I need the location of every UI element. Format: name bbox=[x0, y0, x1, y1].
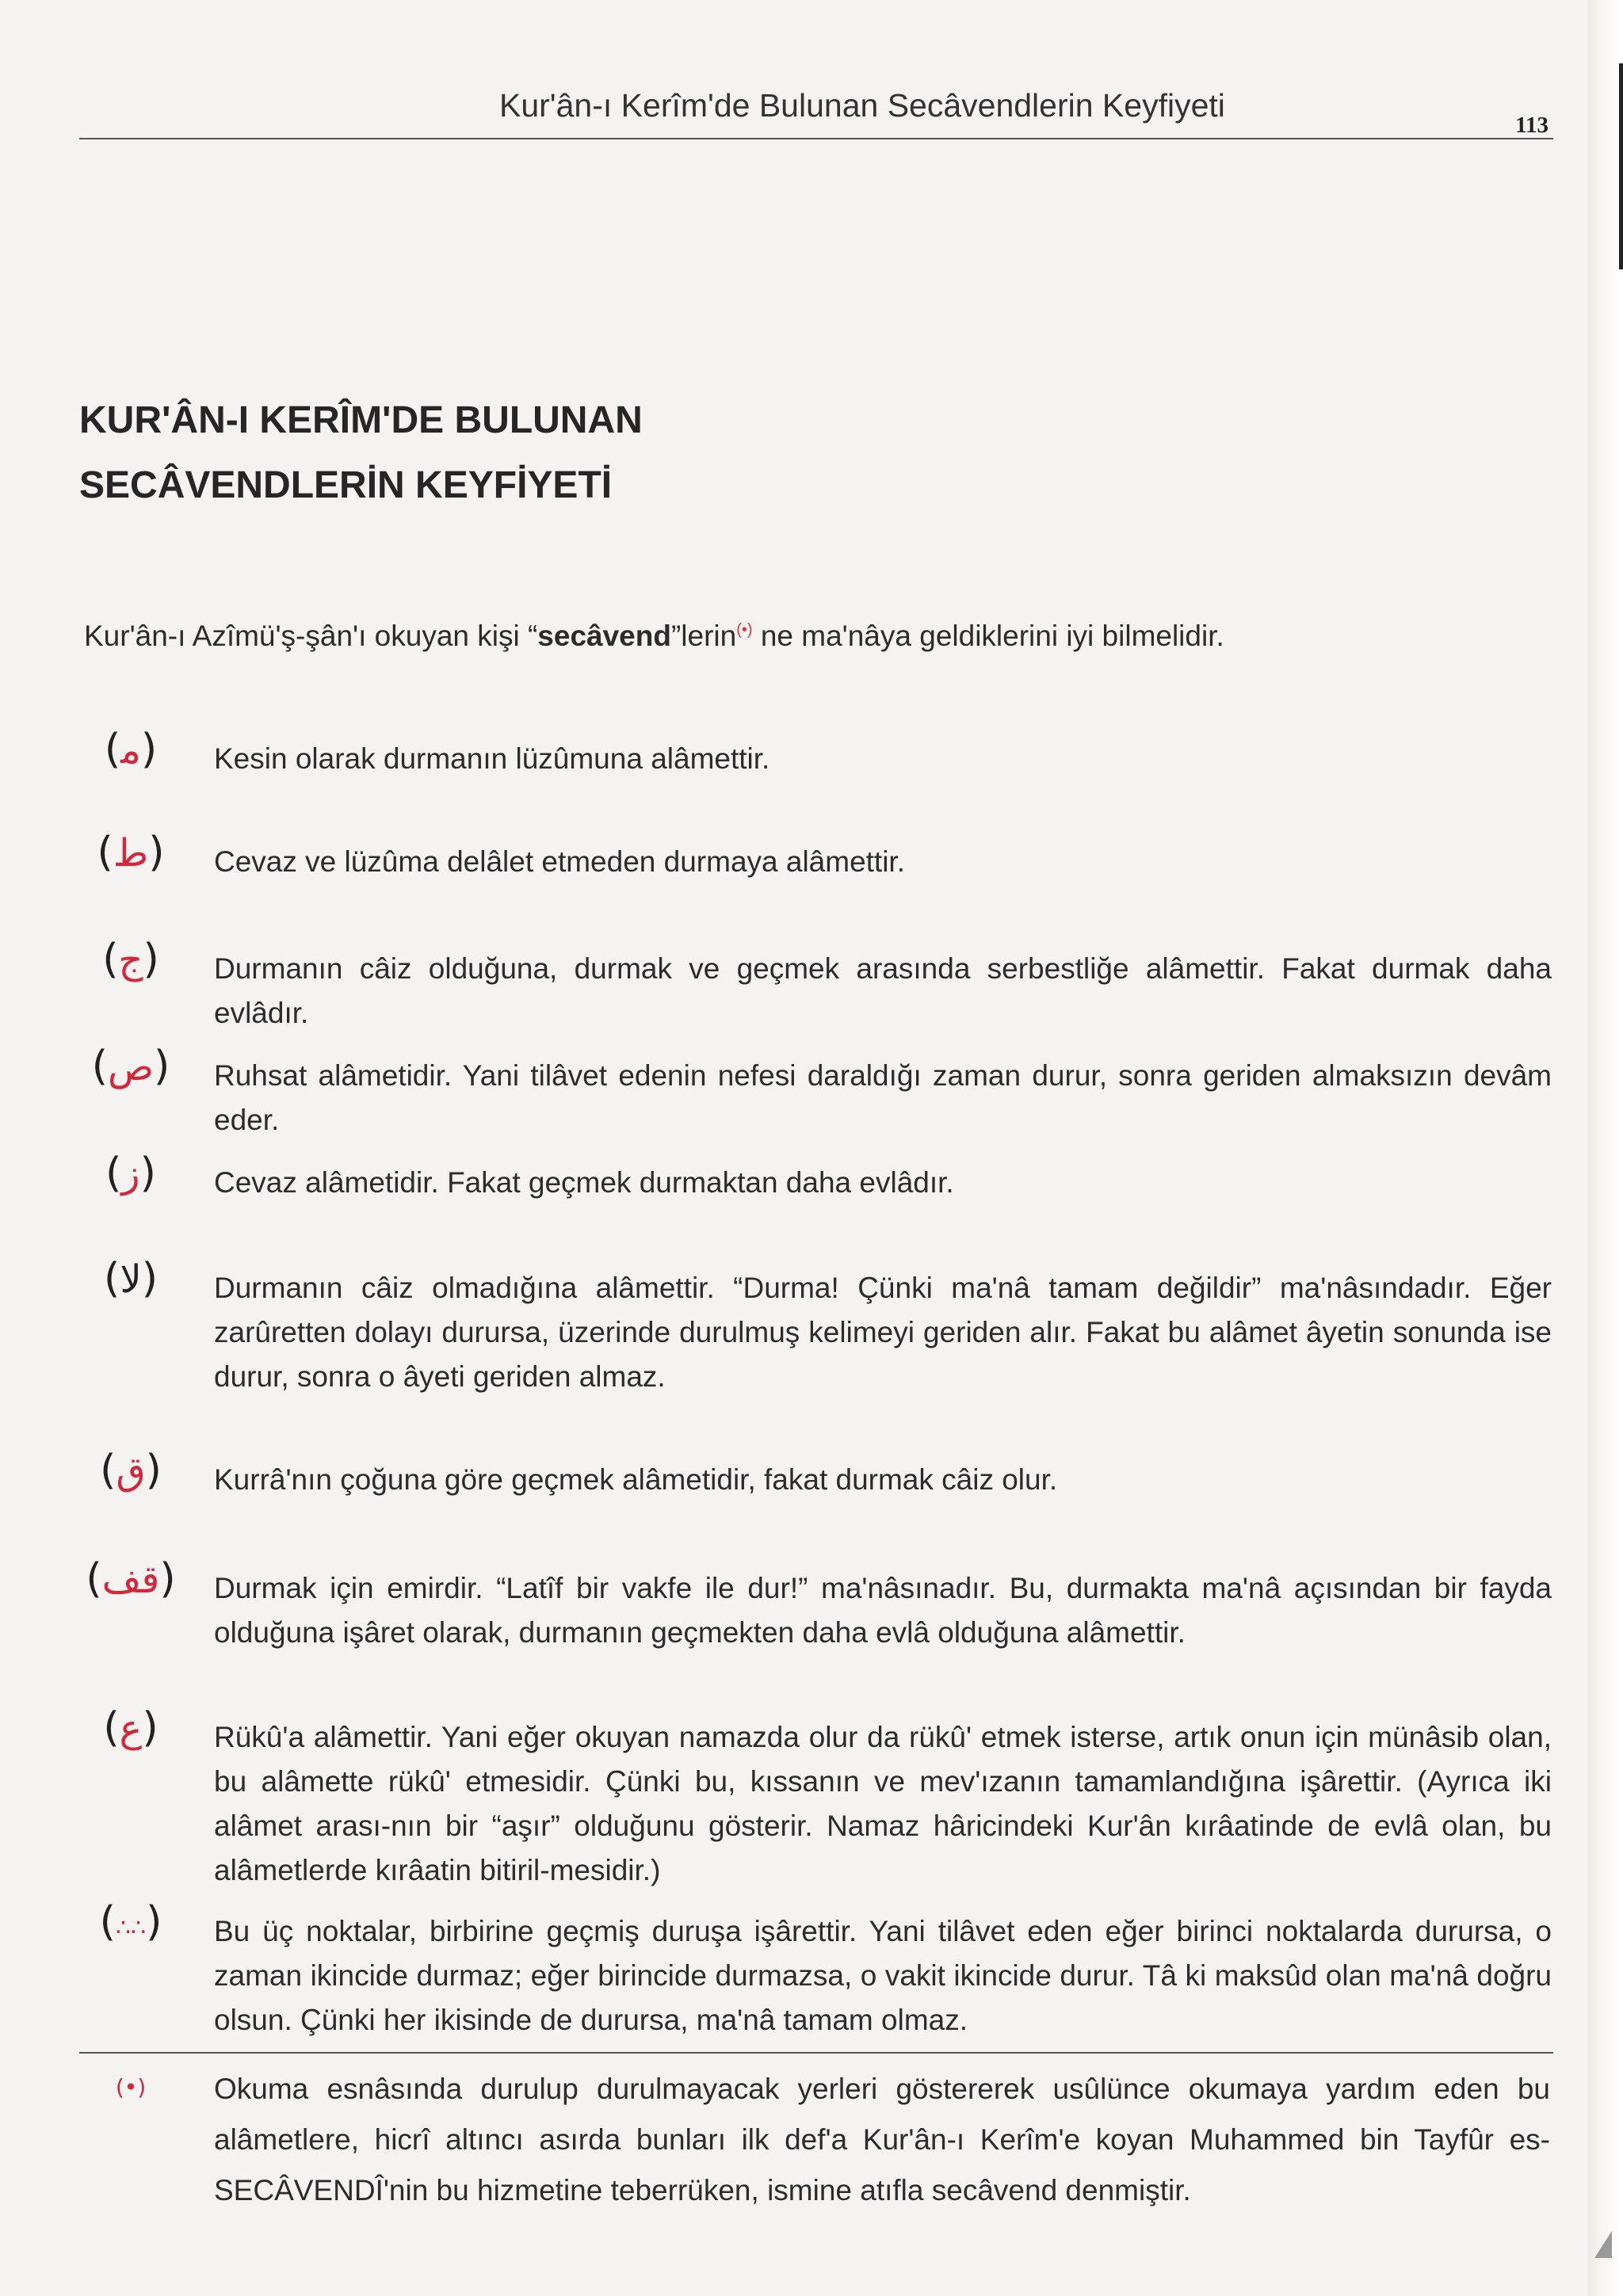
ze-sign: ز bbox=[121, 1152, 140, 1196]
intro-text-after: ne ma'nâya geldiklerini iyi bilmelidir. bbox=[752, 620, 1224, 652]
intro-bold-term: secâvend bbox=[537, 620, 671, 652]
ayn-sign: ع bbox=[119, 1707, 143, 1751]
sign-description: Cevaz ve lüzûma delâlet etmeden durmaya alâmettir. bbox=[214, 845, 905, 878]
sign-glyph: (لا) bbox=[104, 1255, 158, 1302]
sign-description: Ruhsat alâmetidir. Yani tilâvet edenin nefesi daraldığı zaman durur, sonra geriden almaksızın devâm eder. bbox=[214, 1059, 1552, 1136]
three-dots-sign: ∴∴ bbox=[115, 1914, 147, 1942]
header-rule bbox=[79, 138, 1553, 139]
sign-glyph: (ﻣ) bbox=[104, 726, 158, 773]
footnote-text: Okuma esnâsında durulup durulmayacak yerleri göstererek usûlünce okumaya yardım eden bu alâmetlere, hicrî altıncı asırda bunları ilk def'a Kur'ân-ı Kerîm'e koyan Muhammed bin Tayfûr es-SECÂVENDÎ'nin bu hizmetine teberrüken, ismine atıfla secâvend denmiştir. bbox=[214, 2073, 1550, 2206]
sad-sign: ص bbox=[107, 1045, 155, 1089]
page-edge-shadow bbox=[1588, 0, 1623, 2296]
sign-glyph: (ز) bbox=[105, 1150, 156, 1197]
page-edge-mark bbox=[1619, 63, 1623, 269]
sign-description: Cevaz alâmetidir. Fakat geçmek durmaktan daha evlâdır. bbox=[214, 1166, 954, 1199]
intro-footnote-marker: (•) bbox=[736, 621, 753, 639]
sign-glyph: (ج) bbox=[102, 936, 159, 983]
sign-description: Durmanın câiz olmadığına alâmettir. “Durma! Çünki ma'nâ tamam değildir” ma'nâsındadır. Eğer zarûretten dolayı durursa, üzerinde durulmuş kelimeyi geriden alır. Fakat bu alâmet âyetin sonunda ise durur, sonra o âyeti geriden almaz. bbox=[214, 1272, 1552, 1393]
sign-description: Durmanın câiz olduğuna, durmak ve geçmek arasında serbestliğe alâmettir. Fakat durmak daha evlâdır. bbox=[214, 952, 1552, 1029]
chapter-title-line-2: SECÂVENDLERİN KEYFİYETİ bbox=[79, 464, 613, 506]
footnote-rule bbox=[79, 2052, 1553, 2054]
footnote-marker: (•) bbox=[115, 2074, 147, 2100]
qaf-sign: ق bbox=[116, 1449, 146, 1493]
sign-glyph: (ط) bbox=[97, 829, 165, 876]
chapter-title bbox=[79, 388, 1030, 518]
intro-text-before: Kur'ân-ı Azîmü'ş-şân'ı okuyan kişi “ bbox=[84, 620, 538, 652]
page-corner-mark bbox=[1594, 2231, 1612, 2258]
qif-sign: قف bbox=[101, 1558, 160, 1602]
sign-glyph: (ق) bbox=[100, 1447, 162, 1494]
sign-glyph: (قف) bbox=[86, 1555, 176, 1603]
sign-description: Kesin olarak durmanın lüzûmuna alâmettir. bbox=[214, 742, 770, 775]
jim-sign: ج bbox=[118, 938, 143, 982]
sign-description: Bu üç noktalar, birbirine geçmiş duruşa işârettir. Yani tilâvet eden eğer birinci noktalarda durursa, o zaman ikincide durmaz; eğer birincide durmazsa, o vakit ikincide durur. Tâ ki maksûd olan ma'nâ doğru olsun. Çünki her ikisinde de durursa, ma'nâ tamam olmaz. bbox=[214, 1915, 1552, 2036]
intro-text-after-bold: ”lerin bbox=[670, 620, 737, 652]
page-number: 113 bbox=[1515, 113, 1549, 138]
sign-glyph: (ص) bbox=[91, 1043, 170, 1090]
sign-glyph: (ع) bbox=[103, 1704, 158, 1752]
ta-sign: ط bbox=[113, 831, 149, 875]
sign-description: Kurrâ'nın çoğuna göre geçmek alâmetidir, fakat durmak câiz olur. bbox=[214, 1463, 1058, 1496]
sign-description: Durmak için emirdir. “Latîf bir vakfe ile dur!” ma'nâsınadır. Bu, durmakta ma'nâ açısından bir fayda olduğuna işâret olarak, durmanın geçmekten daha evlâ olduğuna alâmettir. bbox=[214, 1572, 1552, 1649]
running-title: Kur'ân-ı Kerîm'de Bulunan Secâvendlerin Keyfiyeti bbox=[499, 87, 1225, 124]
sign-description: Rükû'a alâmettir. Yani eğer okuyan namazda olur da rükû' etmek isterse, artık onun için münâsib olan, bu alâmette rükû' etmesidir. Çünki bu, kıssanın ve mev'ızanın tamamlandığına işârettir. (Ayrıca iki alâmet arası-nın bir “aşır” olduğunu gösterir. Namaz hâricindeki Kur'ân kırâatinde de evlâ olan, bu alâmetlerde kırâatin bitiril-mesidir.) bbox=[214, 1721, 1552, 1886]
la-sign: لا bbox=[120, 1257, 142, 1302]
running-header bbox=[79, 87, 1553, 151]
intro-paragraph bbox=[84, 620, 1550, 653]
chapter-title-line-1: KUR'ÂN-I KERÎM'DE BULUNAN bbox=[79, 399, 643, 441]
mim-sign: ﻣ bbox=[120, 728, 141, 772]
sign-glyph: (∴∴) bbox=[99, 1898, 162, 1946]
